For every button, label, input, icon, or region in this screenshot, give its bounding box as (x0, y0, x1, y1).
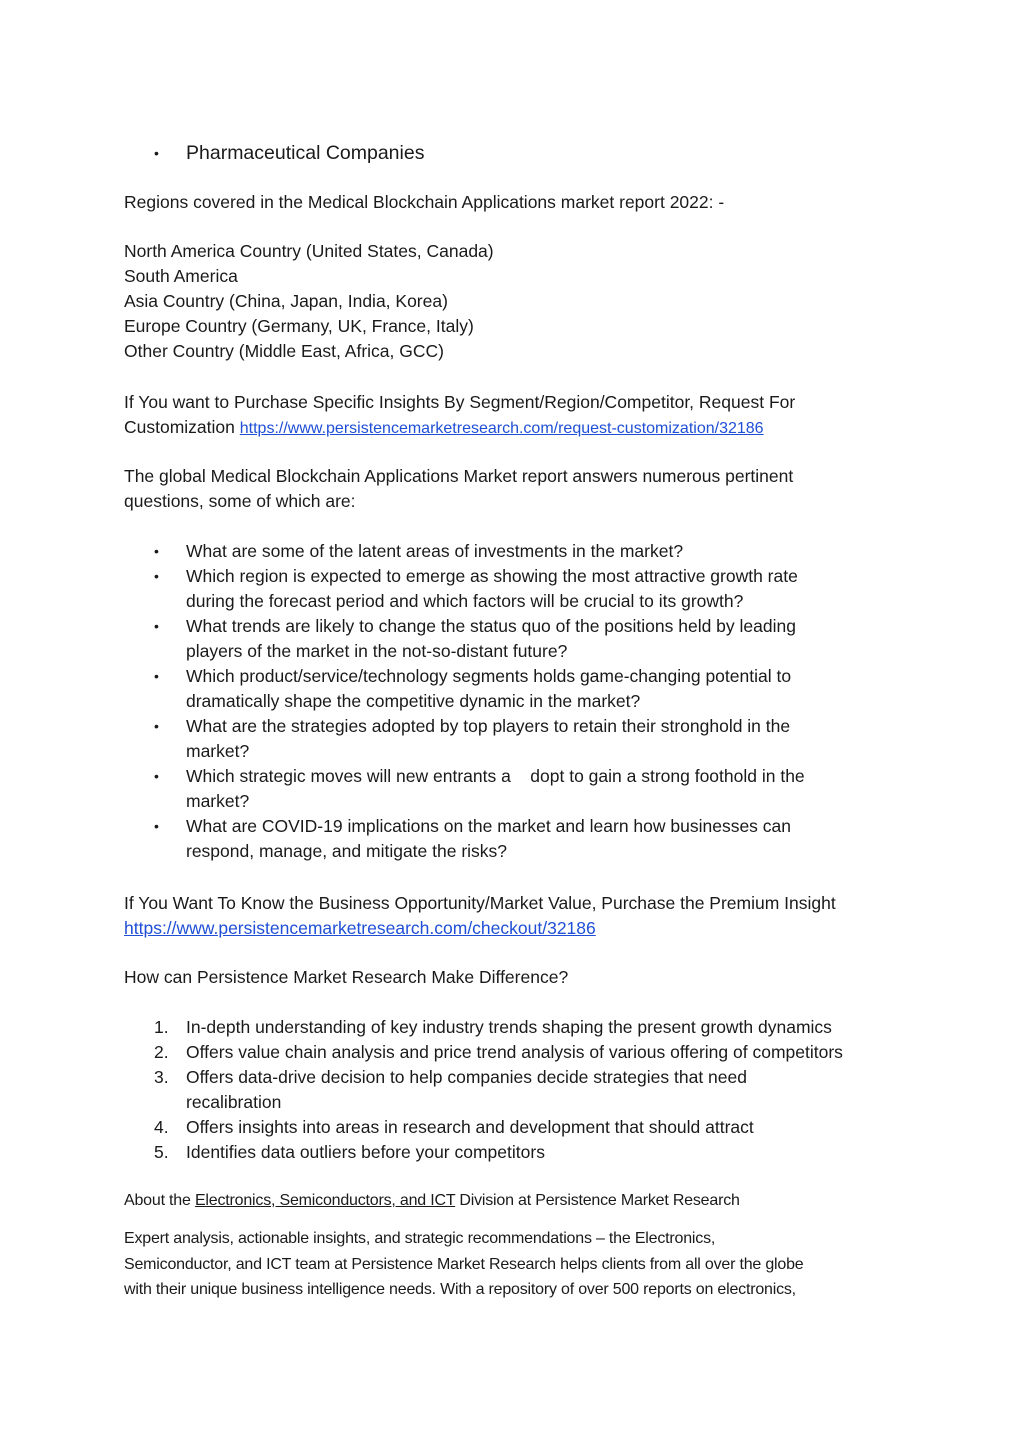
list-item: 3. Offers data-drive decision to help companies decide strategies that need recalibration (154, 1067, 747, 1112)
premium-checkout-link[interactable]: https://www.persistencemarketresearch.com/checkout/32186 (124, 918, 596, 938)
list-number: 4. (154, 1117, 169, 1137)
region-line: South America (124, 266, 238, 286)
difference-list (124, 1015, 914, 1165)
region-line: Other Country (Middle East, Africa, GCC) (124, 341, 444, 361)
about-line: Expert analysis, actionable insights, and strategic recommendations – the Electronics, (124, 1230, 716, 1247)
list-item (124, 140, 914, 166)
about-line: with their unique business intelligence needs. With a repository of over 500 reports on electronics, (124, 1281, 796, 1298)
list-item: • Which product/service/technology segments holds game-changing potential to dramatically shape the competitive dynamic in the market? (124, 664, 914, 714)
customization-paragraph (124, 390, 914, 441)
customization-label: Customization (124, 417, 235, 437)
list-item: 2. Offers value chain analysis and price trend analysis of various offering of competitors (124, 1040, 914, 1065)
list-number: 5. (154, 1142, 169, 1162)
list-item: • Which region is expected to emerge as showing the most attractive growth rate during the forecast period and which factors will be crucial to its growth? (124, 564, 914, 614)
list-item: 4. Offers insights into areas in research and development that should attract (124, 1115, 914, 1140)
list-item: • What are some of the latent areas of investments in the market? (124, 539, 914, 564)
regions-list (124, 239, 914, 364)
list-item: • What are the strategies adopted by top players to retain their stronghold in the market? (124, 714, 914, 764)
division-name: Electronics, Semiconductors, and ICT (194, 1192, 456, 1209)
list-item: • What trends are likely to change the status quo of the positions held by leading players of the market in the not-so-distant future? (124, 614, 914, 664)
questions-intro: The global Medical Blockchain Applications Market report answers numerous pertinent questions, some of which are: (124, 466, 794, 511)
about-heading: About the Electronics, Semiconductors, and ICT Division at Persistence Market Research (124, 1192, 740, 1209)
difference-heading: How can Persistence Market Research Make Difference? (124, 967, 569, 987)
request-customization-link[interactable]: https://www.persistencemarketresearch.com/request-customization/32186 (239, 420, 764, 437)
region-line: Europe Country (Germany, UK, France, Italy) (124, 316, 474, 336)
region-line: North America Country (United States, Canada) (124, 241, 494, 261)
list-number: 1. (154, 1017, 169, 1037)
top-bullet-list (124, 140, 914, 166)
questions-list (124, 539, 914, 864)
bullet-text: Pharmaceutical Companies (186, 142, 425, 164)
list-number: 3. (154, 1067, 169, 1087)
regions-intro: Regions covered in the Medical Blockchain Applications market report 2022: - (124, 192, 725, 212)
premium-text: If You Want To Know the Business Opportunity/Market Value, Purchase the Premium Insight (124, 893, 836, 913)
list-number: 2. (154, 1042, 169, 1062)
customization-text: If You want to Purchase Specific Insights By Segment/Region/Competitor, Request For (124, 392, 796, 412)
list-item: 1. In-depth understanding of key industry trends shaping the present growth dynamics (124, 1015, 914, 1040)
premium-paragraph (124, 891, 914, 941)
list-item: 5. Identifies data outliers before your competitors (124, 1140, 914, 1165)
region-line: Asia Country (China, Japan, India, Korea) (124, 291, 448, 311)
about-body (124, 1226, 904, 1303)
about-line: Semiconductor, and ICT team at Persistence Market Research helps clients from all over the globe (124, 1255, 804, 1273)
list-item: • Which strategic moves will new entrants a dopt to gain a strong foothold in the market? (124, 764, 914, 814)
list-item: • What are COVID-19 implications on the market and learn how businesses can respond, manage, and mitigate the risks? (124, 814, 914, 864)
